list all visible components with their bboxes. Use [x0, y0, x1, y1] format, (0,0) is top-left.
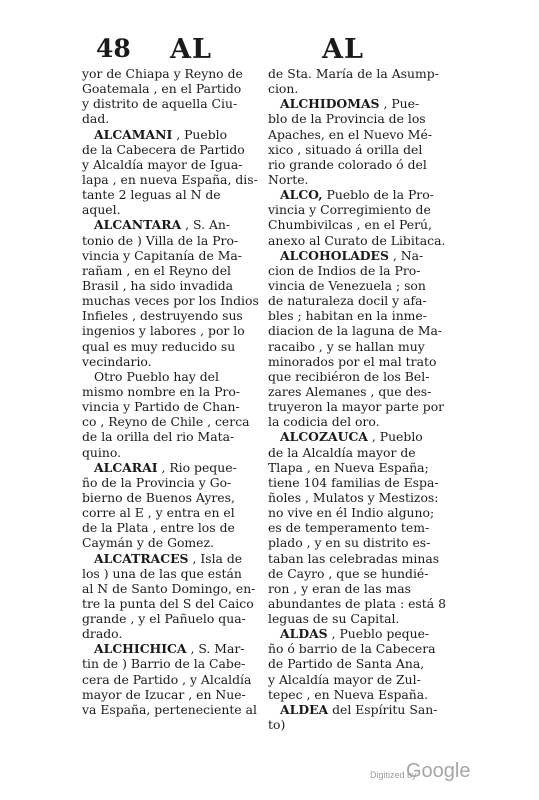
text-line: de la Alcaldía mayor de [268, 444, 416, 460]
text-line: tiene 104 familias de Espa- [268, 474, 439, 490]
entry-headword-line: ALCOZAUCA , Pueblo [280, 429, 423, 445]
page-number: 48 [96, 34, 131, 63]
text-line: Chumbivilcas , en el Perú, [268, 217, 432, 233]
text-line: bierno de Buenos Ayres, [82, 489, 235, 505]
text-line: tre la punta del S del Caico [82, 595, 254, 611]
entry-headword-line: ALCARAI , Rio peque- [94, 459, 237, 475]
text-line: de la orilla del rio Mata- [82, 429, 235, 445]
entry-headword-line: ALDEA del Espíritu San- [280, 701, 438, 717]
text-line: de Sta. María de la Asump- [268, 66, 439, 81]
text-line: al N de Santo Domingo, en- [82, 580, 256, 596]
left-text-column [82, 66, 258, 717]
text-line: taban las celebradas minas [268, 550, 440, 566]
text-line: Apaches, en el Nuevo Mé- [268, 126, 433, 142]
text-line: minorados por el mal trato [268, 353, 437, 369]
digitized-by-label: Digitized by [370, 770, 417, 780]
text-line: tonio de ) Villa de la Pro- [82, 232, 239, 248]
text-line: quino. [82, 444, 122, 460]
text-line: Infieles , destruyendo sus [82, 308, 243, 324]
text-line: truyeron la mayor parte por [268, 399, 445, 415]
google-logo: Google [406, 760, 471, 782]
text-line: y Alcaldía mayor de Igua- [82, 156, 243, 172]
text-line: de naturaleza docil y afa- [268, 293, 427, 309]
entry-headword-line: ALDAS , Pueblo peque- [280, 626, 430, 642]
entry-headword-line: ALCANTARA , S. An- [94, 217, 231, 233]
text-line: qual es muy reducido su [82, 338, 236, 354]
text-line: Brasil , ha sido invadida [82, 277, 234, 293]
text-line: Caymán y de Gomez. [82, 535, 214, 551]
text-line: ño ó barrio de la Cabecera [268, 641, 436, 657]
entry-headword-line: ALCO, Pueblo de la Pro- [280, 187, 434, 203]
text-line: yor de Chiapa y Reyno de [82, 66, 243, 81]
text-line: ño de la Provincia y Go- [82, 474, 232, 490]
text-line: de Cayro , que se hundié- [268, 565, 429, 581]
text-line: mayor de Izucar , en Nue- [82, 686, 246, 702]
text-line: plado , y en su distrito es- [268, 535, 431, 551]
text-line: vincia de Venezuela ; son [268, 277, 426, 293]
text-line: to) [268, 717, 286, 733]
text-line: tepec , en Nueva España. [268, 686, 429, 702]
text-line: vincia y Partido de Chan- [82, 399, 240, 415]
text-line: aquel. [82, 202, 121, 218]
page-header [0, 34, 539, 68]
text-line: blo de la Provincia de los [268, 111, 426, 127]
text-line: Tlapa , en Nueva España; [268, 459, 429, 475]
entry-headword-line: ALCATRACES , Isla de [94, 550, 243, 566]
text-line: no vive en él Indio alguno; [268, 505, 435, 521]
text-line: ñoles , Mulatos y Mestizos: [268, 489, 439, 505]
text-line: rañam , en el Reyno del [82, 262, 231, 278]
text-line: ron , y eran de las mas [268, 580, 412, 596]
text-line: de la Plata , entre los de [82, 520, 235, 536]
right-text-column [268, 66, 446, 733]
text-line: anexo al Curato de Libitaca. [268, 232, 446, 248]
text-line: lapa , en nueva España, dis- [82, 171, 258, 187]
text-line: cion de Indios de la Pro- [268, 262, 421, 278]
text-line: tin de ) Barrio de la Cabe- [82, 656, 246, 672]
text-line: tante 2 leguas al N de [82, 187, 221, 203]
entry-headword-line: ALCAMANI , Pueblo [94, 126, 228, 142]
text-line: Goatemala , en el Partido [82, 81, 242, 97]
running-head-right: AL [322, 34, 364, 65]
text-line: dad. [82, 111, 110, 127]
text-line: co , Reyno de Chile , cerca [82, 414, 250, 430]
text-line: Norte. [268, 171, 309, 187]
text-line: drado. [82, 626, 123, 642]
text-line: vecindario. [82, 353, 152, 369]
text-line: vincia y Capitanía de Ma- [82, 247, 242, 263]
text-line: cion. [268, 81, 299, 97]
text-line: que recibiéron de los Bel- [268, 368, 430, 384]
text-line: xico , situado á orilla del [268, 141, 423, 157]
text-line: va España, perteneciente al [82, 701, 257, 717]
text-line: mismo nombre en la Pro- [82, 383, 240, 399]
text-line: la codicia del oro. [268, 414, 380, 430]
text-line: corre al E , y entra en el [82, 505, 235, 521]
text-line: cera de Partido , y Alcaldía [82, 671, 252, 687]
text-line: bles ; habitan en la inme- [268, 308, 427, 324]
text-line: de la Cabecera de Partido [82, 141, 245, 157]
text-line: leguas de su Capital. [268, 611, 400, 627]
text-line: es de temperamento tem- [268, 520, 430, 536]
text-line: y distrito de aquella Ciu- [82, 96, 238, 112]
running-head-left: AL [170, 34, 212, 65]
entry-headword-line: ALCHIDOMAS , Pue- [280, 96, 420, 112]
text-line: zares Alemanes , que des- [268, 383, 432, 399]
text-line: ingenios y labores , por lo [82, 323, 245, 339]
text-line: grande , y el Pañuelo qua- [82, 611, 246, 627]
entry-headword-line: ALCHICHICA , S. Mar- [94, 641, 245, 657]
text-line: racaibo , y se hallan muy [268, 338, 425, 354]
text-line: Otro Pueblo hay del [94, 368, 219, 384]
text-line: y Alcaldía mayor de Zul- [268, 671, 421, 687]
text-line: abundantes de plata : está 8 [268, 595, 446, 611]
entry-headword-line: ALCOHOLADES , Na- [280, 247, 424, 263]
text-line: vincia y Corregimiento de [268, 202, 431, 218]
text-line: diacion de la laguna de Ma- [268, 323, 443, 339]
text-line: de Partido de Santa Ana, [268, 656, 425, 672]
text-line: los ) una de las que están [82, 565, 242, 581]
text-line: muchas veces por los Indios [82, 293, 259, 309]
text-line: rio grande colorado ó del [268, 156, 427, 172]
